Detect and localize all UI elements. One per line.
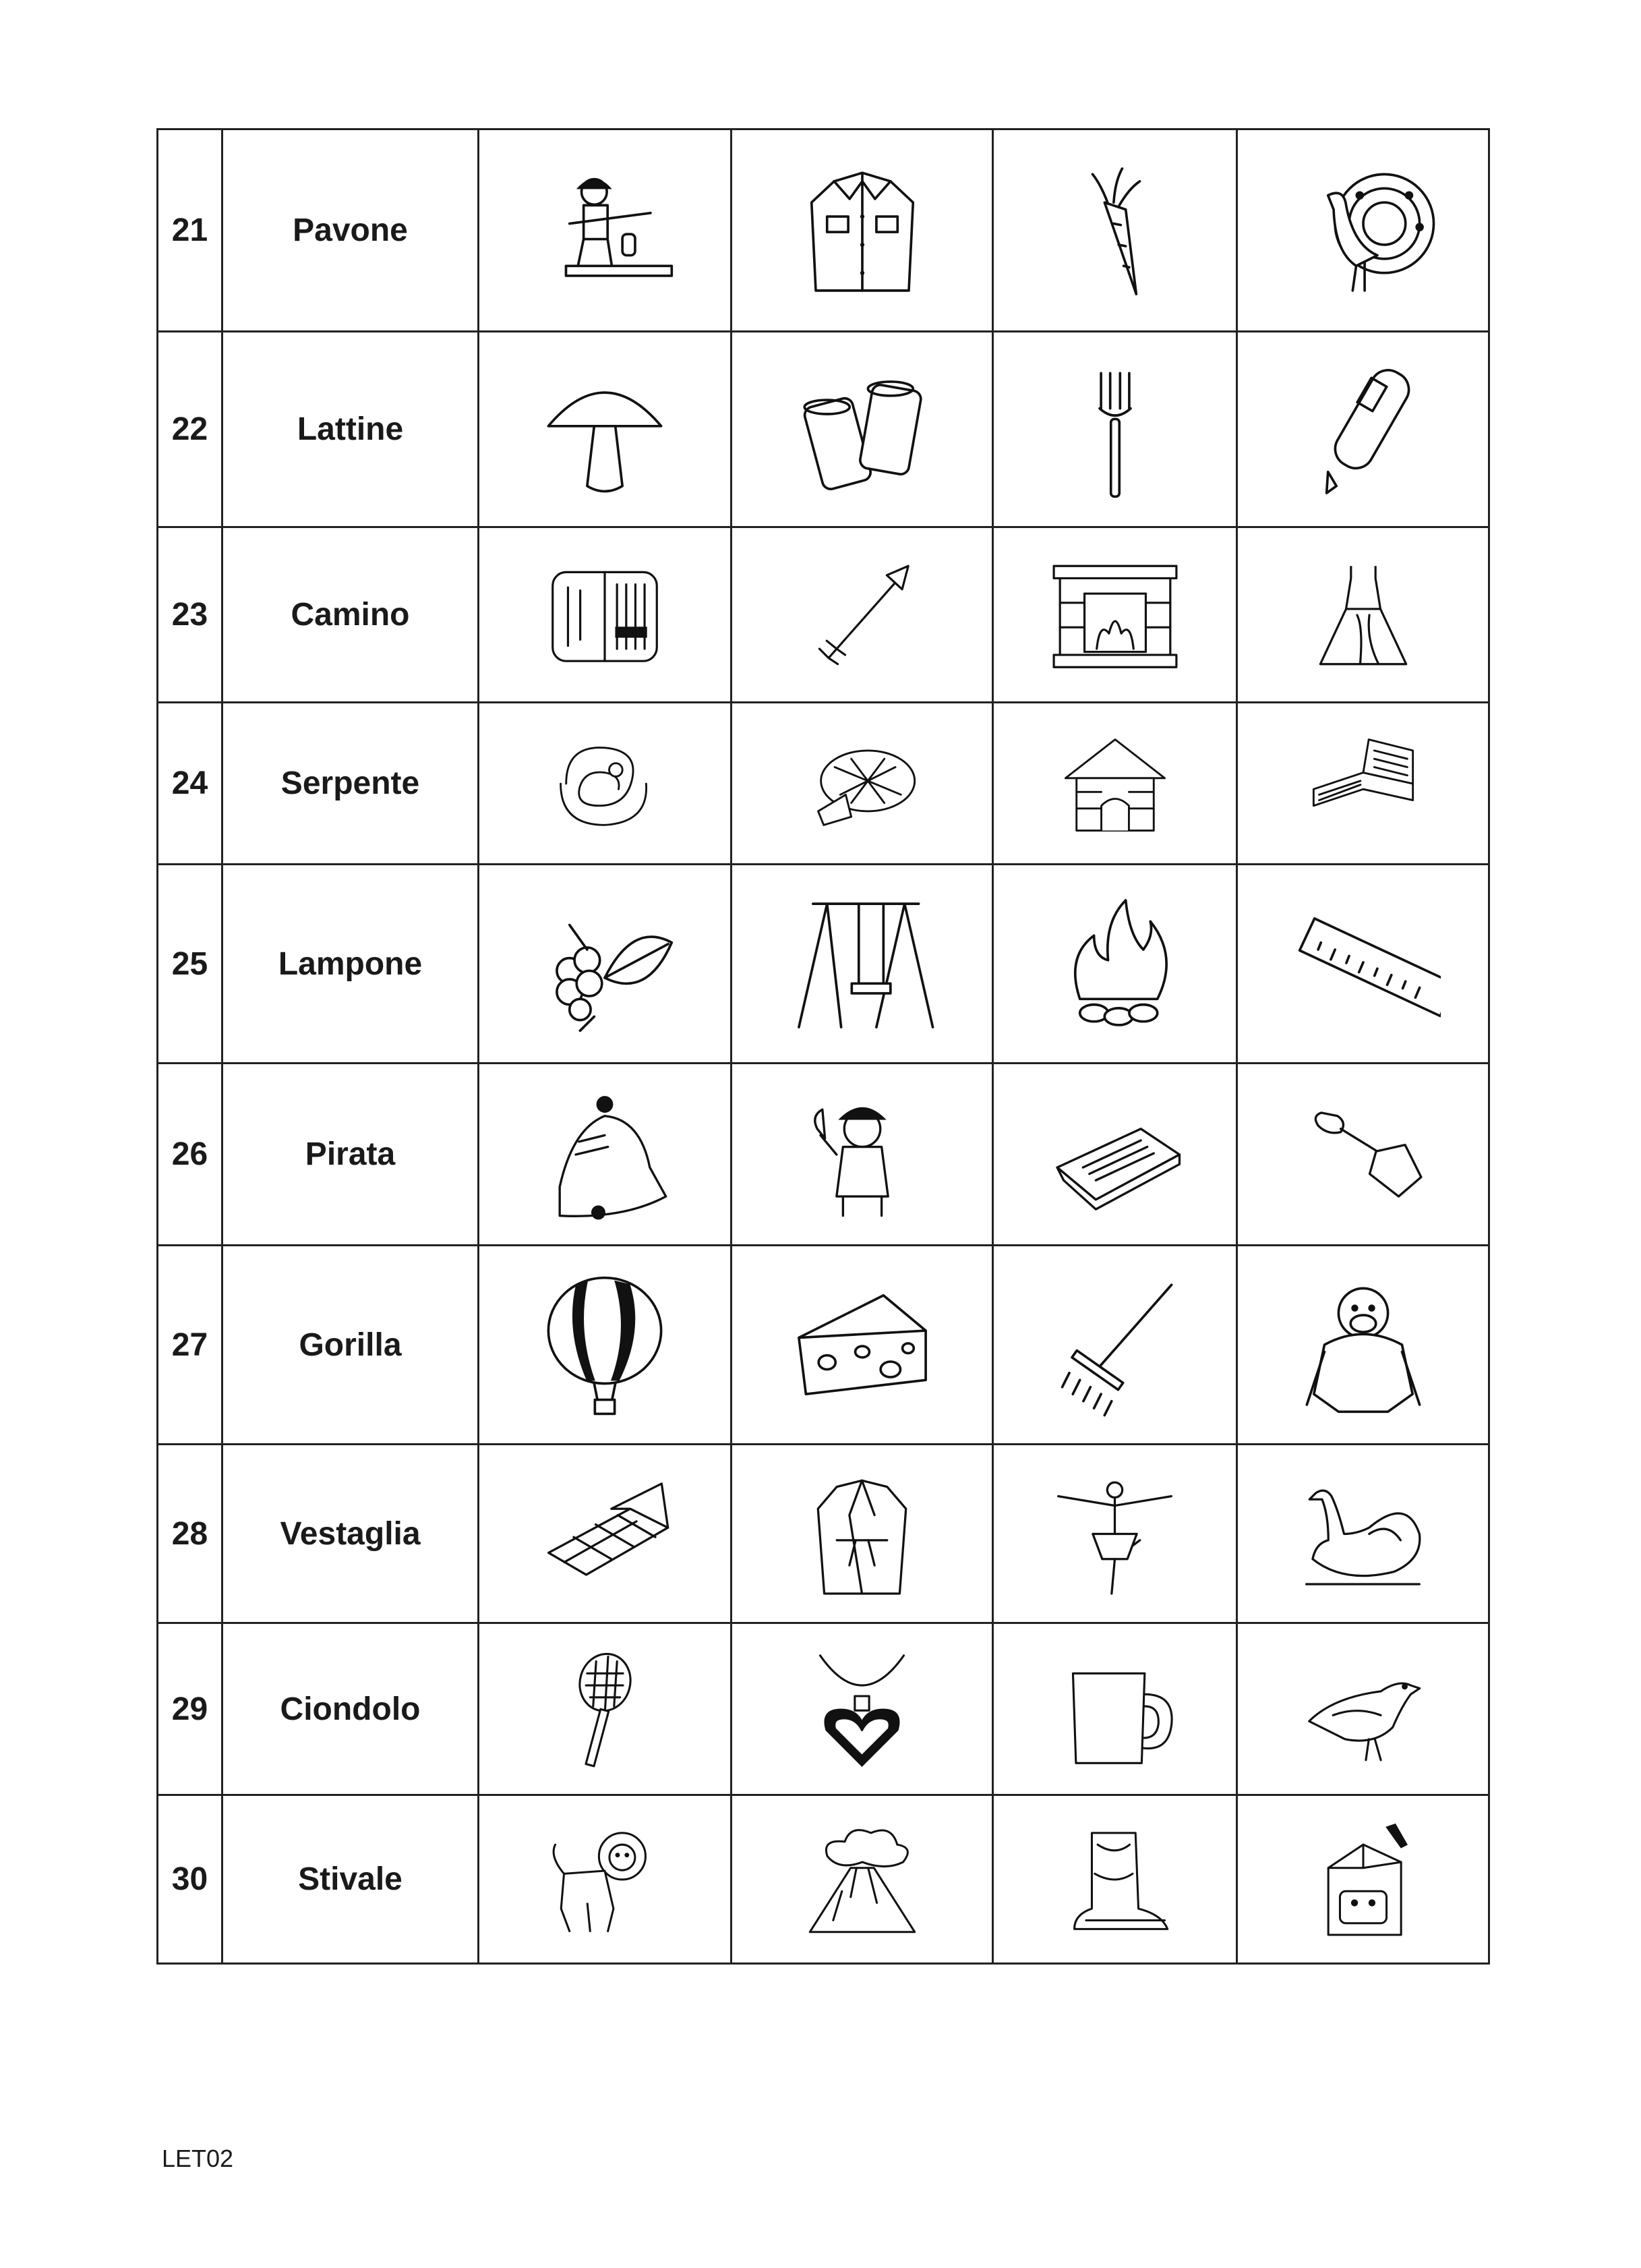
picture-cell (993, 527, 1237, 703)
picture-cell (993, 865, 1237, 1064)
target-word: Vestaglia (222, 1445, 479, 1623)
carrot-icon (1038, 153, 1193, 308)
picture-cell (732, 332, 993, 527)
pirate-icon (792, 1084, 933, 1225)
picture-cell (1237, 129, 1489, 332)
footer-code: LET02 (162, 2145, 234, 2172)
snake-icon (544, 723, 665, 844)
table-row (158, 1623, 1489, 1795)
shovel-icon (1292, 1084, 1434, 1225)
chocolate-icon (536, 1465, 674, 1603)
picture-cell (732, 1623, 993, 1795)
boot-icon (1051, 1815, 1179, 1944)
picture-cell (479, 527, 732, 703)
picture-cell (1237, 527, 1489, 703)
cans-icon (785, 352, 940, 507)
picture-cell (732, 1064, 993, 1246)
row-number: 28 (158, 1445, 222, 1623)
raspberry-icon (527, 886, 682, 1041)
mushroom-icon (527, 352, 682, 507)
picture-cell (993, 1795, 1237, 1964)
ballerina-icon (1046, 1465, 1184, 1603)
picture-cell (1237, 1246, 1489, 1445)
table-row (158, 129, 1489, 332)
picture-cell (1237, 1795, 1489, 1964)
table-row (158, 1445, 1489, 1623)
picture-cell (732, 129, 993, 332)
pigeon-icon (1297, 1644, 1429, 1775)
rake-icon (1038, 1267, 1193, 1422)
picture-cell (732, 527, 993, 703)
picture-cell (1237, 1445, 1489, 1623)
swan-icon (1294, 1465, 1432, 1603)
table-body (158, 129, 1489, 1964)
row-number: 25 (158, 865, 222, 1064)
fireplace-icon (1048, 548, 1183, 682)
peacock-icon (1286, 153, 1441, 308)
target-word: Ciondolo (222, 1623, 479, 1795)
target-word: Lattine (222, 332, 479, 527)
picture-cell (1237, 703, 1489, 865)
picture-cell (732, 1445, 993, 1623)
mug-icon (1049, 1644, 1181, 1775)
pie-icon (802, 723, 923, 844)
target-word: Lampone (222, 865, 479, 1064)
cheese-icon (785, 1267, 940, 1422)
pendant-icon (796, 1644, 928, 1775)
word-picture-table (156, 128, 1490, 1965)
firefighter-icon (527, 153, 682, 308)
picture-cell (479, 1623, 732, 1795)
milk-carton-icon (1299, 1815, 1427, 1944)
table-row (158, 527, 1489, 703)
picture-cell (479, 1795, 732, 1964)
picture-cell (1237, 1064, 1489, 1246)
table-row (158, 1795, 1489, 1964)
ruler-icon (1286, 886, 1441, 1041)
row-number: 23 (158, 527, 222, 703)
picture-cell (993, 129, 1237, 332)
hot-air-balloon-icon (527, 1267, 682, 1422)
gorilla-icon (1286, 1267, 1441, 1422)
table-row (158, 332, 1489, 527)
picture-cell (479, 129, 732, 332)
table-row (158, 1064, 1489, 1246)
picture-cell (732, 865, 993, 1064)
table-row (158, 1246, 1489, 1445)
picture-cell (1237, 332, 1489, 527)
picture-cell (732, 1246, 993, 1445)
target-word: Pirata (222, 1064, 479, 1246)
picture-cell (479, 703, 732, 865)
picture-cell (993, 703, 1237, 865)
picture-cell (732, 703, 993, 865)
row-number: 24 (158, 703, 222, 865)
target-word: Serpente (222, 703, 479, 865)
fork-icon (1038, 352, 1193, 507)
arrow-icon (795, 548, 930, 682)
dress-icon (1296, 548, 1431, 682)
lion-icon (541, 1815, 669, 1944)
picture-cell (479, 1064, 732, 1246)
table-row (158, 865, 1489, 1064)
swing-icon (785, 886, 940, 1041)
campfire-icon (1038, 886, 1193, 1041)
row-number: 26 (158, 1064, 222, 1246)
picture-cell (1237, 1623, 1489, 1795)
table-row (158, 703, 1489, 865)
row-number: 29 (158, 1623, 222, 1795)
volcano-icon (798, 1815, 926, 1944)
bell-icon (534, 1084, 676, 1225)
picture-cell (993, 1246, 1237, 1445)
row-number: 21 (158, 129, 222, 332)
picture-cell (993, 1623, 1237, 1795)
row-number: 30 (158, 1795, 222, 1964)
row-number: 27 (158, 1246, 222, 1445)
doghouse-icon (1054, 723, 1176, 844)
tennis-racket-icon (539, 1644, 671, 1775)
picture-cell (993, 332, 1237, 527)
target-word: Camino (222, 527, 479, 703)
picture-cell (1237, 865, 1489, 1064)
picture-cell (732, 1795, 993, 1964)
target-word: Gorilla (222, 1246, 479, 1445)
picture-cell (479, 1246, 732, 1445)
picture-cell (993, 1064, 1237, 1246)
target-word: Pavone (222, 129, 479, 332)
picture-cell (993, 1445, 1237, 1623)
pencil-case-icon (537, 548, 672, 682)
newspaper-icon (1044, 1084, 1186, 1225)
row-number: 22 (158, 332, 222, 527)
picture-cell (479, 332, 732, 527)
shirt-icon (785, 153, 940, 308)
picture-cell (479, 1445, 732, 1623)
bathrobe-icon (793, 1465, 931, 1603)
thermometer-icon (1286, 352, 1441, 507)
target-word: Stivale (222, 1795, 479, 1964)
picture-cell (479, 865, 732, 1064)
book-icon (1303, 723, 1424, 844)
